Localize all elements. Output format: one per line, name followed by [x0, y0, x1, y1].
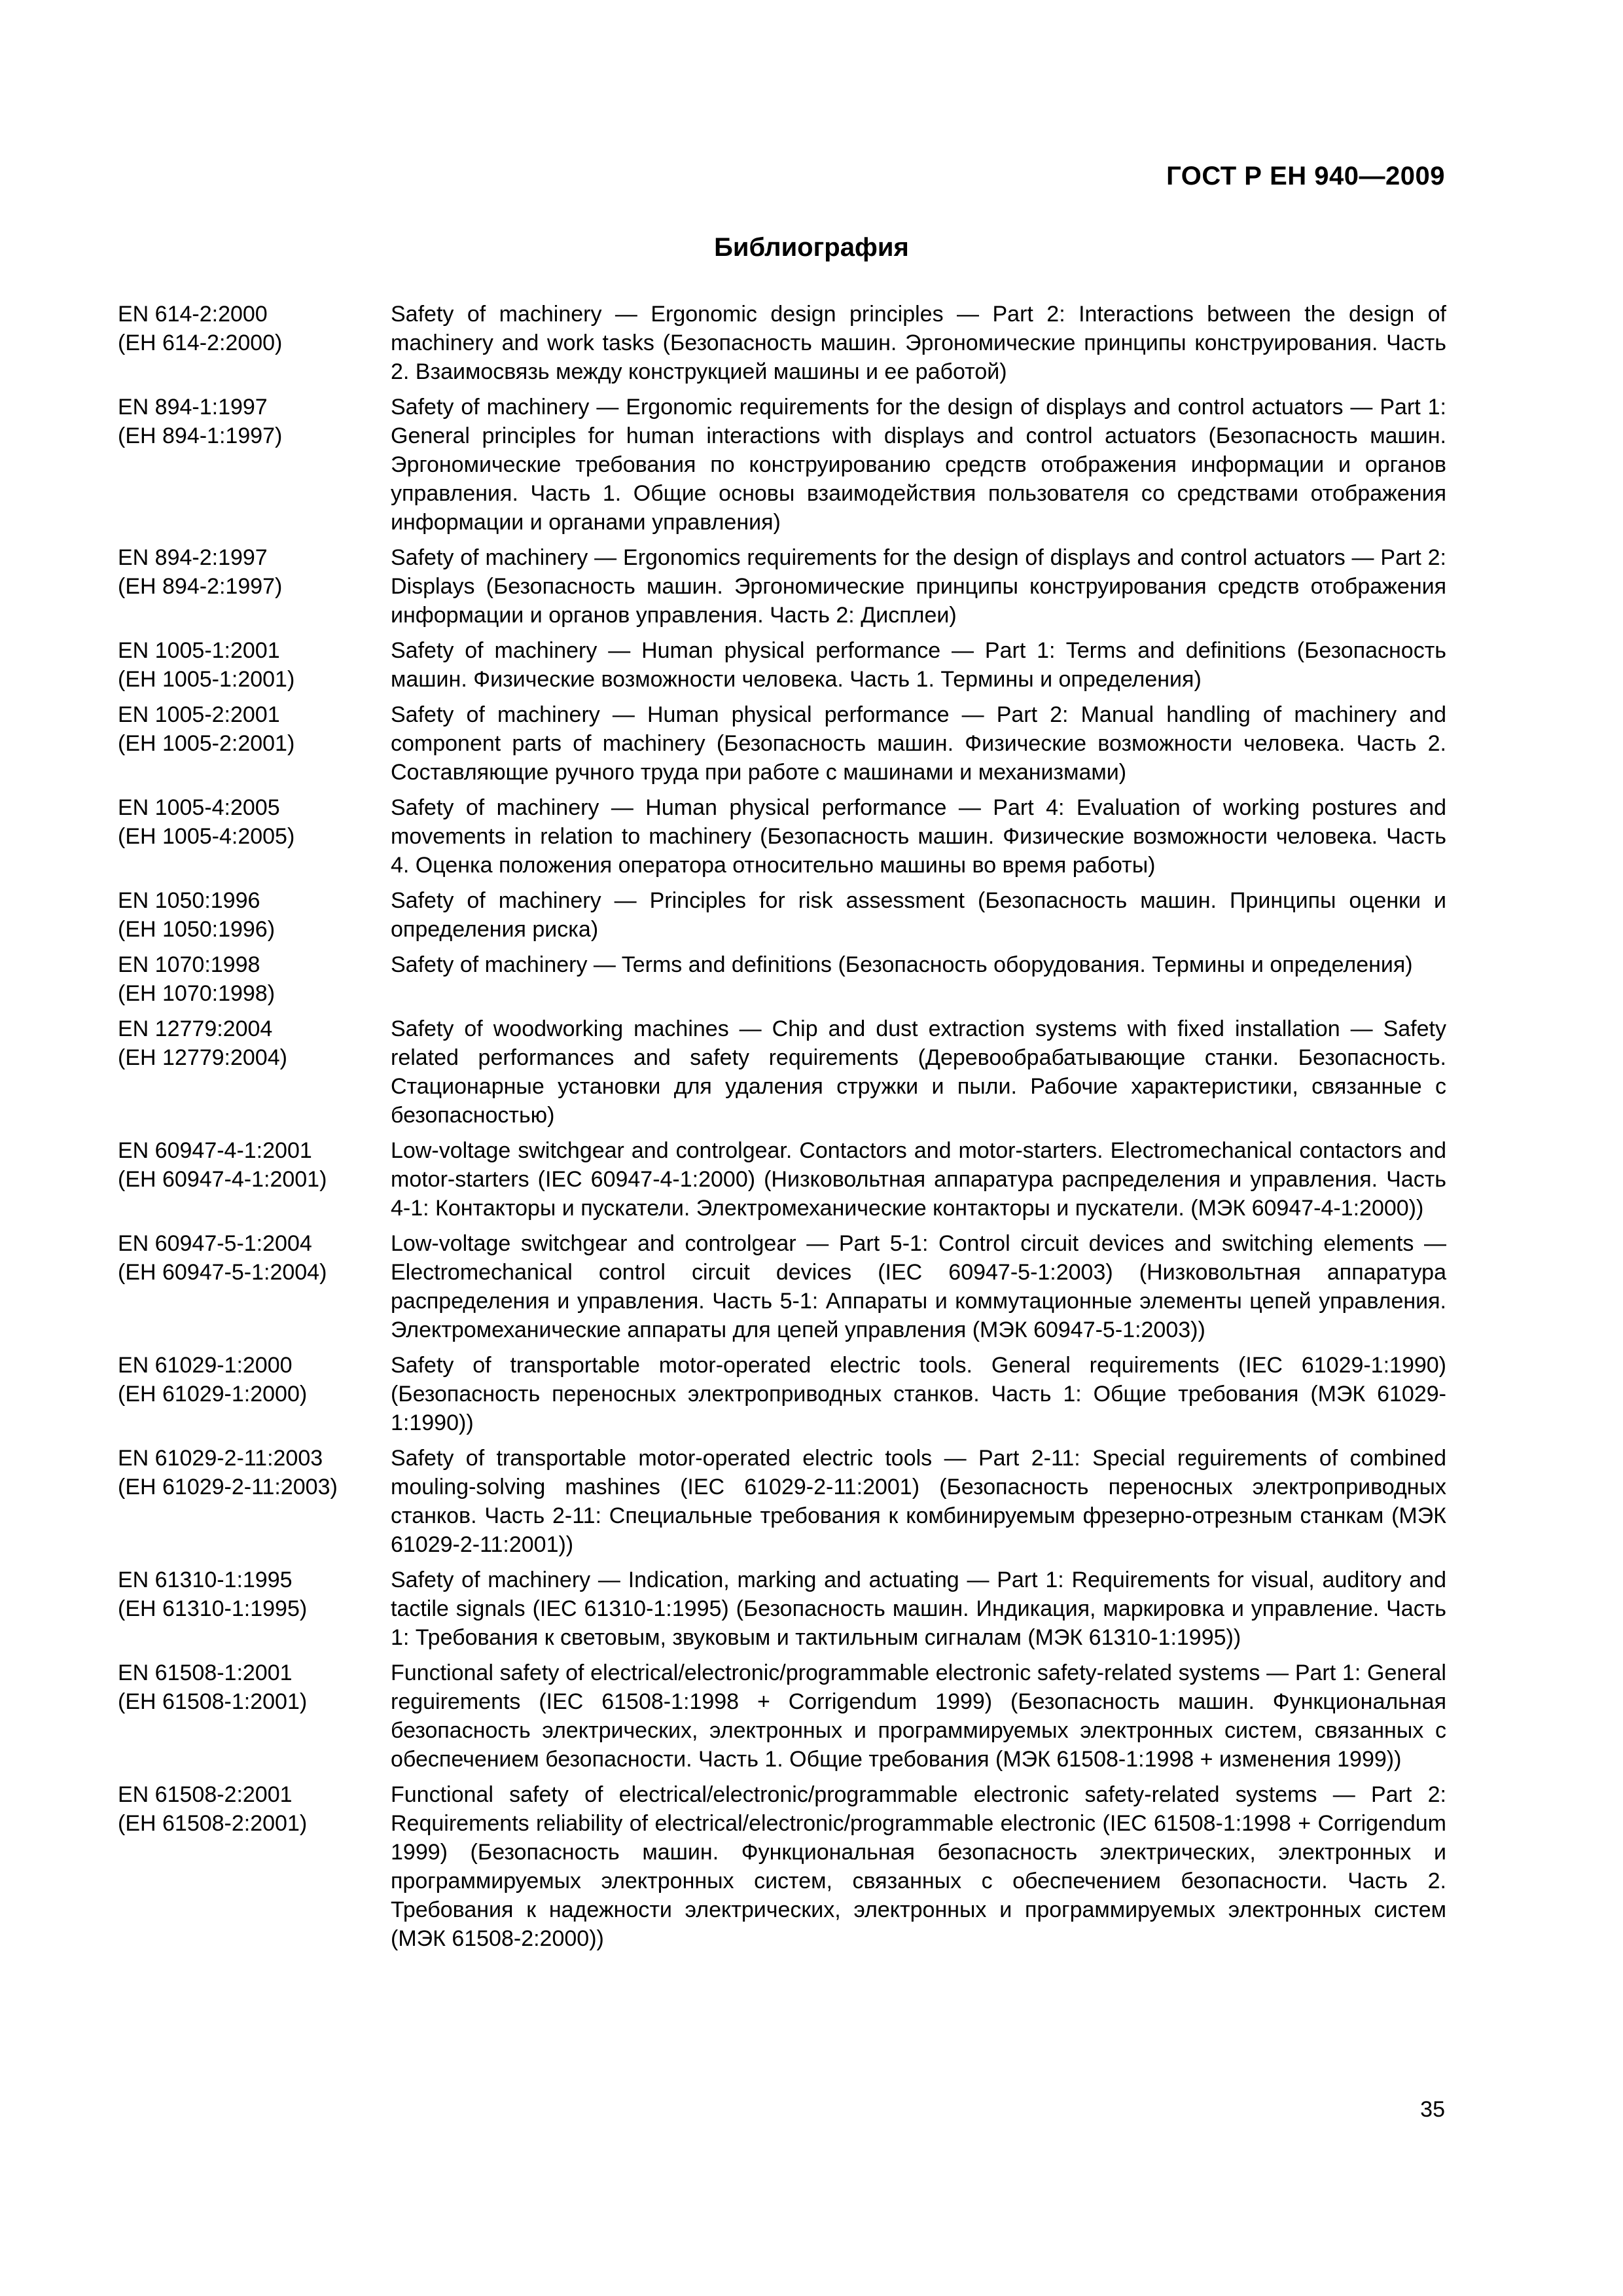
reference-en: EN 61508-2:2001: [118, 1782, 293, 1807]
entry-reference: [118, 1566, 391, 1623]
entry-reference: [118, 393, 391, 450]
bibliography-entry: [118, 300, 1446, 386]
entry-description: Safety of machinery — Terms and definitions (Безопасность оборудования. Термины и определения): [391, 952, 1413, 977]
entry-reference: [118, 1229, 391, 1287]
reference-ru: (ЕН 61310-1:1995): [118, 1596, 308, 1621]
entry-description: Safety of machinery — Human physical performance — Part 1: Terms and definitions (Безопасность машин. Физические возможности человека. Часть 1. Термины и определения): [391, 638, 1446, 692]
entry-description: Functional safety of electrical/electronic/programmable electronic safety-related systems — Part 1: General reguirements (IEC 61508-1:1998 + Corrigendum 1999) (Безопасность машин. Функциональная безопасность электрических, электронных и программируемых электронных систем, связанных с обеспечением безопасности. Часть 1. Общие требования (МЭК 61508-1:1998 + изменения 1999)): [391, 1660, 1446, 1772]
section-title: Библиография: [714, 233, 909, 262]
entry-reference: [118, 543, 391, 601]
page-number: 35: [1420, 2097, 1445, 2122]
entry-reference: [118, 1014, 391, 1072]
reference-ru: (ЕН 1005-1:2001): [118, 667, 295, 692]
reference-ru: (ЕН 61029-2-11:2003): [118, 1475, 338, 1499]
reference-ru: (ЕН 61029-1:2000): [118, 1382, 308, 1407]
entry-reference: [118, 950, 391, 1008]
entry-reference: [118, 636, 391, 694]
reference-ru: (ЕН 1070:1998): [118, 981, 276, 1006]
entry-description: Safety of transportable motor-operated electric tools — Part 2-11: Special reguirements of combined mouling-solving mashines (IEC 61029-2-11:2001) (Безопасность переносных электроприводных станков. Часть 2-11: Специальные требования к комбинируемым фрезерно-отрезным станкам (МЭК 61029-2-11:2001)): [391, 1446, 1446, 1557]
reference-ru: (ЕН 12779:2004): [118, 1045, 287, 1070]
reference-ru: (ЕН 60947-5-1:2004): [118, 1260, 327, 1285]
bibliography-entry: [118, 1780, 1446, 1953]
reference-en: EN 61029-2-11:2003: [118, 1446, 323, 1471]
reference-en: EN 61310-1:1995: [118, 1568, 293, 1592]
entry-description: Safety of machinery — Principles for risk assessment (Безопасность машин. Принципы оценки и определения риска): [391, 888, 1446, 942]
reference-en: EN 12779:2004: [118, 1016, 273, 1041]
entry-description: Safety of woodworking machines — Chip and dust extraction systems with fixed installation — Safety related performances and safety requirements (Деревообрабатывающие станки. Безопасность. Стационарные установки для удаления стружки и пыли. Рабочие характеристики, связанные с безопасностью): [391, 1016, 1446, 1128]
reference-en: EN 1005-2:2001: [118, 702, 280, 727]
entry-reference: [118, 1136, 391, 1194]
reference-en: EN 1070:1998: [118, 952, 260, 977]
bibliography-entry: [118, 1229, 1446, 1344]
entry-reference: [118, 793, 391, 851]
entry-reference: [118, 700, 391, 758]
reference-en: EN 1005-1:2001: [118, 638, 280, 663]
bibliography-entry: [118, 543, 1446, 630]
bibliography-entry: [118, 886, 1446, 944]
entry-reference: [118, 1659, 391, 1716]
entry-description: Functional safety of electrical/electronic/programmable electronic safety-related systems — Part 2: Requirements reliability of electrical/electronic/programmable electronic (IEC 61508-1:1998 + Corrigendum 1999) (Безопасность машин. Функциональная безопасность электрических, электронных и программируемых электронных систем, связанных с обеспечением безопасности. Часть 2. Требования к надежности электрических, электронных и программируемых электронных систем (МЭК 61508-2:2000)): [391, 1782, 1446, 1951]
entry-description: Safety of machinery — Ergonomic requirements for the design of displays and control actuators — Part 1: General principles for human interactions with displays and control actuators (Безопасность машин. Эргономические требования по конструированию средств отображения информации и органов управления. Часть 1. Общие основы взаимодействия пользователя со средствами отображения информации и органами управления): [391, 395, 1446, 535]
bibliography-entry: [118, 1566, 1446, 1652]
reference-ru: (ЕН 894-2:1997): [118, 574, 283, 599]
bibliography-entry: [118, 1014, 1446, 1130]
bibliography-entry: [118, 636, 1446, 694]
reference-en: EN 894-1:1997: [118, 395, 268, 420]
entry-reference: [118, 1351, 391, 1408]
bibliography-entry: [118, 393, 1446, 537]
entry-description: Safety of machinery — Human physical performance — Part 4: Evaluation of working postures and movements in relation to machinery (Безопасность машин. Физические возможности человека. Часть 4. Оценка положения оператора относительно машины во время работы): [391, 795, 1446, 878]
entry-reference: [118, 1444, 391, 1501]
entry-reference: [118, 300, 391, 357]
reference-ru: (ЕН 1050:1996): [118, 917, 276, 942]
bibliography-entry: [118, 1136, 1446, 1223]
reference-en: EN 1050:1996: [118, 888, 260, 913]
reference-en: EN 614-2:2000: [118, 302, 268, 327]
reference-en: EN 1005-4:2005: [118, 795, 280, 820]
bibliography-entry: [118, 950, 1446, 1008]
reference-ru: (ЕН 614-2:2000): [118, 331, 283, 355]
entry-description: Safety of machinery — Indication, marking and actuating — Part 1: Requirements for visual, auditory and tactile signals (IEC 61310-1:1995) (Безопасность машин. Индикация, маркировка и управление. Часть 1: Требования к световым, звуковым и тактильным сигналам (МЭК 61310-1:1995)): [391, 1568, 1446, 1650]
reference-en: EN 61508-1:2001: [118, 1660, 293, 1685]
reference-en: EN 60947-4-1:2001: [118, 1138, 312, 1163]
bibliography-entry: [118, 1444, 1446, 1559]
entry-description: Low-voltage switchgear and controlgear. Contactors and motor-starters. Electromechanical contactors and motor-starters (IEC 60947-4-1:2000) (Низковольтная аппаратура распределения и управления. Часть 4-1: Контакторы и пускатели. Электромеханические контакторы и пускатели. (МЭК 60947-4-1:2000)): [391, 1138, 1446, 1221]
reference-ru: (ЕН 1005-4:2005): [118, 824, 295, 849]
reference-ru: (ЕН 60947-4-1:2001): [118, 1167, 327, 1192]
entry-description: Safety of machinery — Human physical performance — Part 2: Manual handling of machinery and component parts of machinery (Безопасность машин. Физические возможности человека. Часть 2. Составляющие ручного труда при работе с машинами и механизмами): [391, 702, 1446, 785]
entry-description: Safety of machinery — Ergonomic design principles — Part 2: Interactions between the design of machinery and work tasks (Безопасность машин. Эргономические принципы конструирования. Часть 2. Взаимосвязь между конструкцией машины и ее работой): [391, 302, 1446, 384]
entry-description: Low-voltage switchgear and controlgear — Part 5-1: Control circuit devices and switching elements — Electromechanical control circuit devices (IEC 60947-5-1:2003) (Низковольтная аппаратура распределения и управления. Часть 5-1: Аппараты и коммутационные элементы цепей управления. Электромеханические аппараты для цепей управления (МЭК 60947-5-1:2003)): [391, 1231, 1446, 1342]
reference-ru: (ЕН 1005-2:2001): [118, 731, 295, 756]
entry-description: Safety of transportable motor-operated electric tools. General requirements (IEC 61029-1:1990) (Безопасность переносных электроприводных станков. Часть 1: Общие требования (МЭК 61029-1:1990)): [391, 1353, 1446, 1435]
bibliography-entry: [118, 793, 1446, 880]
reference-ru: (ЕН 894-1:1997): [118, 423, 283, 448]
document-code: ГОСТ Р ЕН 940—2009: [1166, 162, 1445, 190]
reference-en: EN 60947-5-1:2004: [118, 1231, 312, 1256]
reference-en: EN 894-2:1997: [118, 545, 268, 570]
entry-reference: [118, 886, 391, 944]
reference-ru: (ЕН 61508-2:2001): [118, 1811, 308, 1836]
entry-description: Safety of machinery — Ergonomics requirements for the design of displays and control actuators — Part 2: Displays (Безопасность машин. Эргономические принципы конструирования средств отображения информации и органов управления. Часть 2: Дисплеи): [391, 545, 1446, 628]
reference-ru: (ЕН 61508-1:2001): [118, 1689, 308, 1714]
bibliography-entry: [118, 1351, 1446, 1437]
entry-reference: [118, 1780, 391, 1838]
bibliography-entry: [118, 1659, 1446, 1774]
bibliography-list: [118, 300, 1446, 1960]
bibliography-entry: [118, 700, 1446, 787]
reference-en: EN 61029-1:2000: [118, 1353, 293, 1378]
